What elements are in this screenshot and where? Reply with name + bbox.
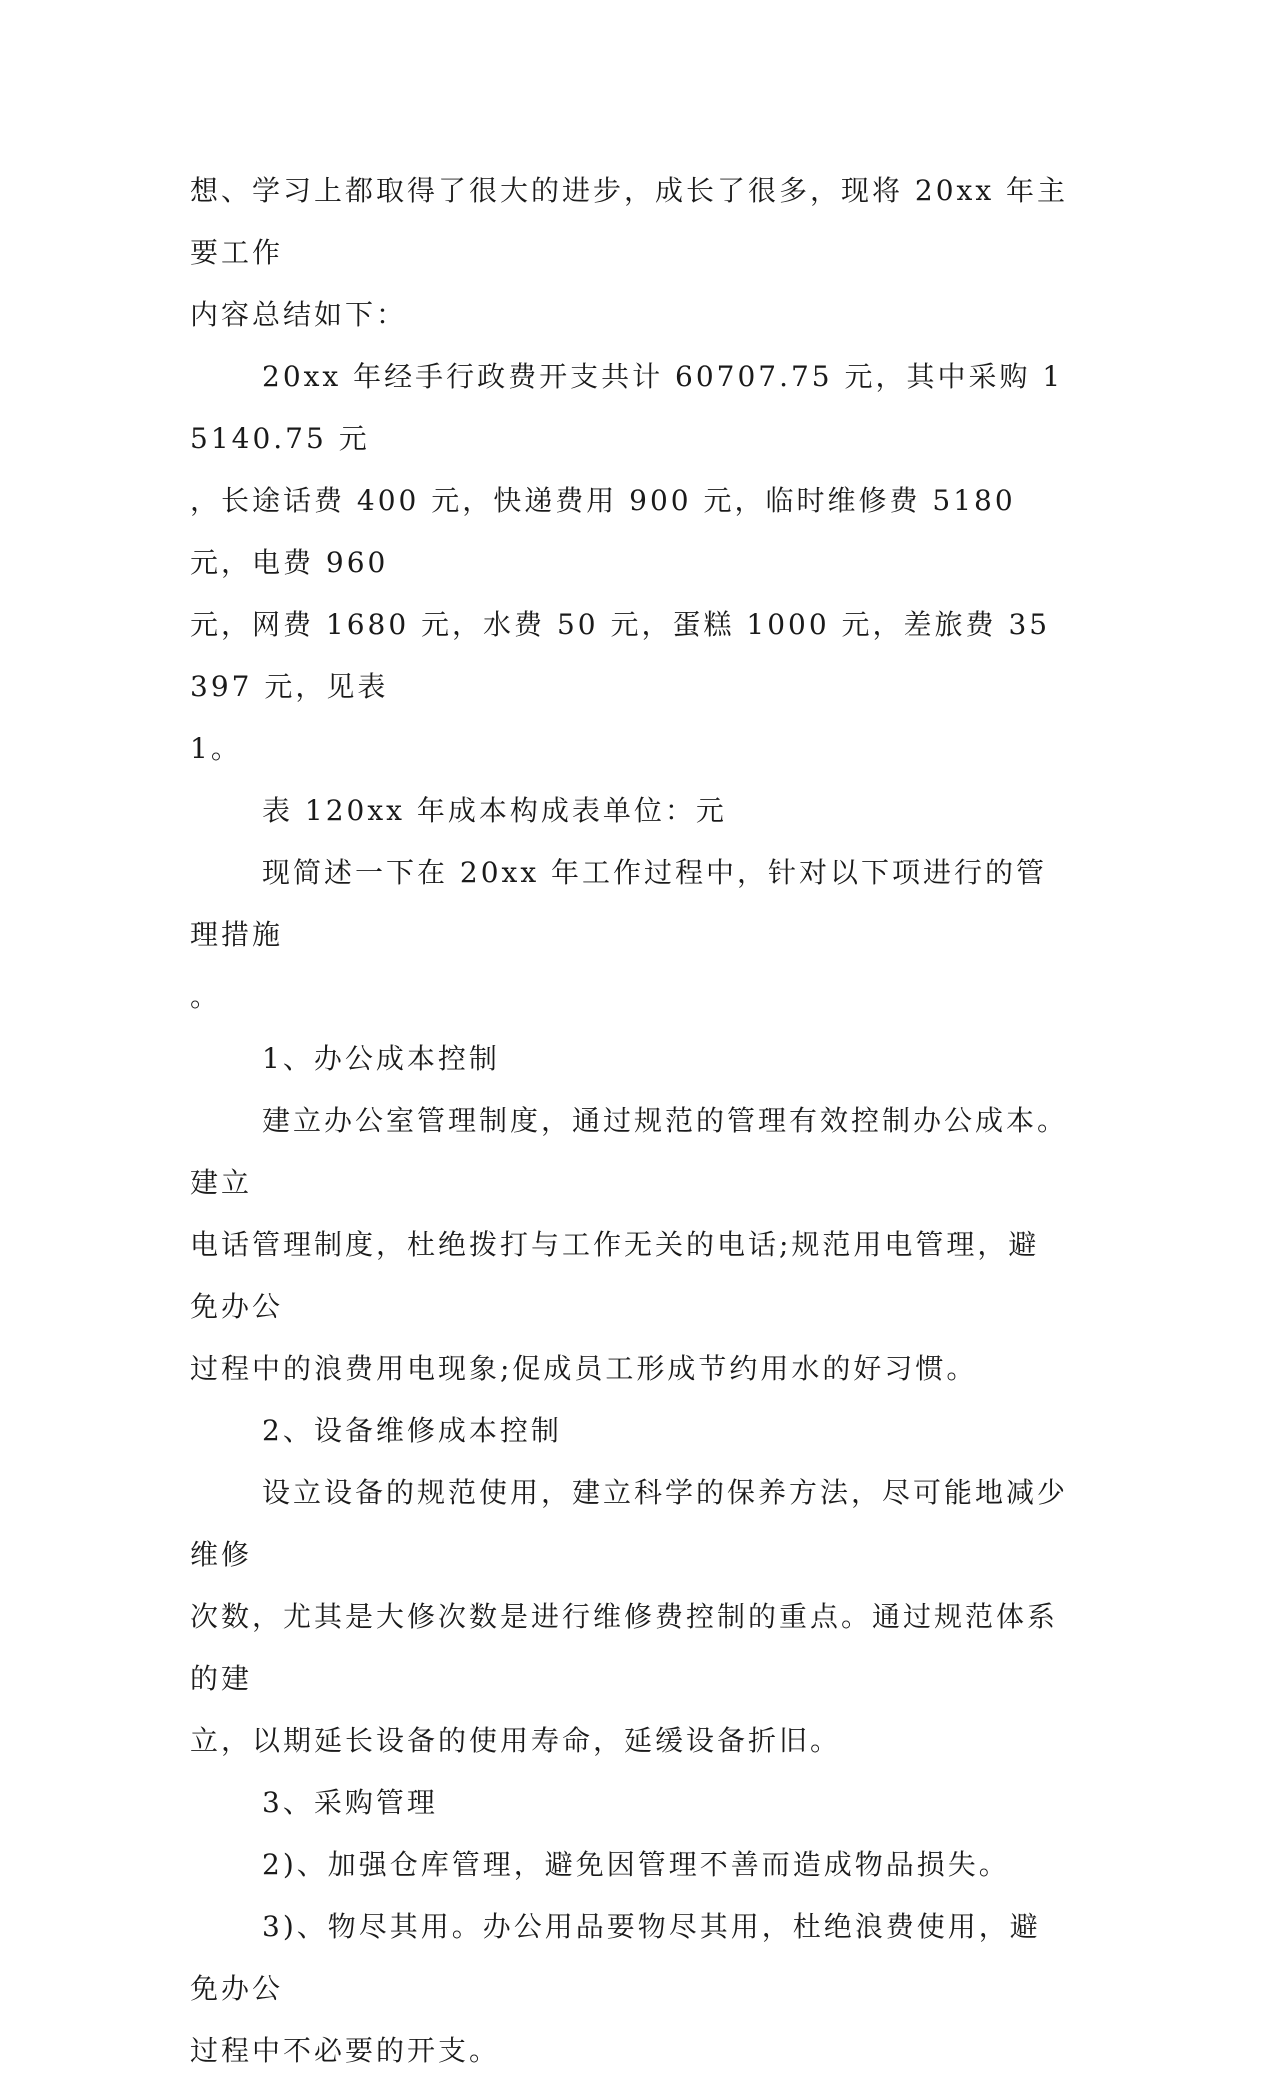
section-heading: 1、办公成本控制: [262, 1042, 500, 1075]
text-line: 设立设备的规范使用，建立科学的保养方法，尽可能地减少维修: [190, 1476, 1069, 1571]
text-line: 1。: [190, 732, 242, 765]
document-body: [190, 160, 1070, 2082]
text-line: 20xx 年经手行政费开支共计 60707.75 元，其中采购 15140.75 元: [190, 360, 1064, 455]
section-heading: 3、采购管理: [262, 1786, 438, 1819]
text-line: 电话管理制度，杜绝拨打与工作无关的电话;规范用电管理，避免办公: [190, 1228, 1040, 1323]
table-caption: 表 120xx 年成本构成表单位：元: [262, 794, 727, 827]
text-line: 过程中不必要的开支。: [190, 2034, 501, 2067]
text-line: ，长途话费 400 元，快递费用 900 元，临时维修费 5180 元，电费 960: [190, 484, 1028, 579]
text-line: 立，以期延长设备的使用寿命，延缓设备折旧。: [190, 1724, 842, 1757]
text-line: 元，网费 1680 元，水费 50 元，蛋糕 1000 元，差旅费 35397 元，见表: [190, 608, 1051, 703]
text-line: 2)、加强仓库管理，避免因管理不善而造成物品损失。: [262, 1848, 1010, 1881]
text-line: 3)、物尽其用。办公用品要物尽其用，杜绝浪费使用，避免办公: [190, 1910, 1041, 2005]
text-line: 过程中的浪费用电现象;促成员工形成节约用水的好习惯。: [190, 1352, 978, 1385]
section-heading: 2、设备维修成本控制: [262, 1414, 562, 1447]
text-line: 建立办公室管理制度，通过规范的管理有效控制办公成本。建立: [190, 1104, 1069, 1199]
text-line: 次数，尤其是大修次数是进行维修费控制的重点。通过规范体系的建: [190, 1600, 1059, 1695]
text-line: 。: [190, 980, 222, 1013]
text-line: 现简述一下在 20xx 年工作过程中，针对以下项进行的管理措施: [190, 856, 1048, 951]
text-line: 想、学习上都取得了很大的进步，成长了很多，现将 20xx 年主要工作: [190, 174, 1069, 269]
text-line: 内容总结如下：: [190, 298, 408, 331]
